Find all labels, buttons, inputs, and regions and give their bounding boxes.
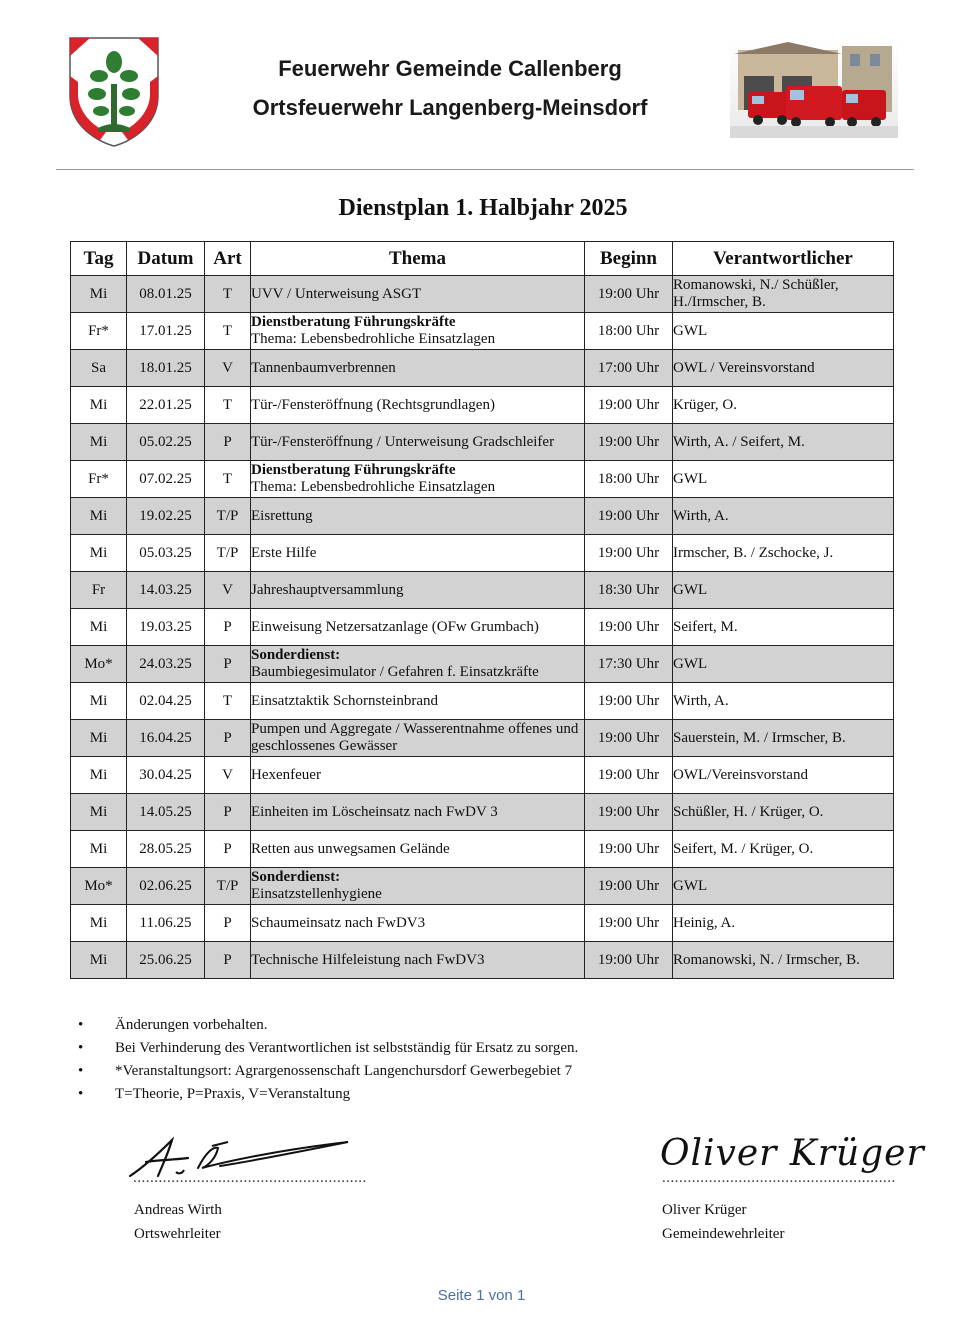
cell-thema: Einsatztaktik Schornsteinbrand [251, 683, 585, 720]
cell-verantwortlicher: Sauerstein, M. / Irmscher, B. [673, 720, 894, 757]
thema-text: Einsatzstellenhygiene [251, 886, 382, 902]
thema-text: Thema: Lebensbedrohliche Einsatzlagen [251, 479, 496, 495]
cell-thema: Erste Hilfe [251, 535, 585, 572]
cell-beginn: 19:00 Uhr [585, 535, 673, 572]
cell-thema [251, 313, 585, 350]
cell-art: P [205, 646, 251, 683]
cell-thema: Tür-/Fensteröffnung / Unterweisung Gradschleifer [251, 424, 585, 461]
signatory-left-role: Ortswehrleiter [134, 1226, 221, 1242]
table-row [71, 387, 894, 424]
signature-right-script: Oliver Krüger [660, 1133, 925, 1174]
municipal-crest-logo [68, 36, 160, 148]
cell-verantwortlicher: Irmscher, B. / Zschocke, J. [673, 535, 894, 572]
table-row [71, 350, 894, 387]
table-row [71, 831, 894, 868]
cell-tag: Mi [71, 757, 127, 794]
cell-beginn: 19:00 Uhr [585, 276, 673, 313]
note-item: • Änderungen vorbehalten. [78, 1014, 578, 1037]
cell-verantwortlicher: Romanowski, N./ Schüßler, H./Irmscher, B. [673, 276, 894, 313]
cell-art: V [205, 572, 251, 609]
table-row [71, 535, 894, 572]
cell-thema: Eisrettung [251, 498, 585, 535]
cell-datum: 24.03.25 [127, 646, 205, 683]
table-row [71, 609, 894, 646]
column-header-art: Art [205, 242, 251, 276]
cell-art: P [205, 609, 251, 646]
cell-tag: Fr [71, 572, 127, 609]
cell-tag: Mi [71, 905, 127, 942]
cell-thema: Retten aus unwegsamen Gelände [251, 831, 585, 868]
cell-beginn: 17:30 Uhr [585, 646, 673, 683]
cell-datum: 28.05.25 [127, 831, 205, 868]
cell-verantwortlicher: Wirth, A. [673, 498, 894, 535]
cell-verantwortlicher: OWL / Vereinsvorstand [673, 350, 894, 387]
table-row [71, 942, 894, 979]
cell-beginn: 19:00 Uhr [585, 905, 673, 942]
cell-verantwortlicher: Wirth, A. [673, 683, 894, 720]
cell-art: T/P [205, 498, 251, 535]
note-item: • *Veranstaltungsort: Agrargenossenschaft Langenchursdorf Gewerbegebiet 7 [78, 1060, 578, 1083]
cell-thema: Einweisung Netzersatzanlage (OFw Grumbach) [251, 609, 585, 646]
cell-art: P [205, 720, 251, 757]
cell-beginn: 19:00 Uhr [585, 942, 673, 979]
cell-thema: Einheiten im Löscheinsatz nach FwDV 3 [251, 794, 585, 831]
cell-beginn: 18:30 Uhr [585, 572, 673, 609]
table-header-row [71, 242, 894, 276]
cell-tag: Mi [71, 942, 127, 979]
thema-heading: Sonderdienst: [251, 647, 341, 663]
cell-art: T [205, 387, 251, 424]
cell-thema: UVV / Unterweisung ASGT [251, 276, 585, 313]
signature-line-right: ....................................................... [662, 1170, 896, 1186]
cell-art: T/P [205, 868, 251, 905]
cell-datum: 17.01.25 [127, 313, 205, 350]
signature-line-left: ....................................................... [133, 1170, 367, 1186]
cell-tag: Mi [71, 498, 127, 535]
cell-tag: Mi [71, 794, 127, 831]
cell-thema: Jahreshauptversammlung [251, 572, 585, 609]
cell-tag: Mi [71, 683, 127, 720]
cell-datum: 19.03.25 [127, 609, 205, 646]
table-row [71, 313, 894, 350]
cell-datum: 02.04.25 [127, 683, 205, 720]
header-divider [56, 169, 914, 170]
cell-datum: 05.02.25 [127, 424, 205, 461]
cell-beginn: 19:00 Uhr [585, 498, 673, 535]
cell-verantwortlicher: Romanowski, N. / Irmscher, B. [673, 942, 894, 979]
cell-tag: Mi [71, 276, 127, 313]
cell-verantwortlicher: Heinig, A. [673, 905, 894, 942]
cell-verantwortlicher: Schüßler, H. / Krüger, O. [673, 794, 894, 831]
table-row [71, 572, 894, 609]
cell-datum: 07.02.25 [127, 461, 205, 498]
cell-datum: 14.05.25 [127, 794, 205, 831]
column-header-thema: Thema [251, 242, 585, 276]
thema-text: Thema: Lebensbedrohliche Einsatzlagen [251, 331, 496, 347]
notes-list [78, 1014, 578, 1106]
cell-thema [251, 646, 585, 683]
cell-beginn: 18:00 Uhr [585, 313, 673, 350]
cell-beginn: 19:00 Uhr [585, 387, 673, 424]
cell-art: P [205, 424, 251, 461]
cell-art: P [205, 831, 251, 868]
thema-heading: Dienstberatung Führungskräfte [251, 314, 456, 330]
cell-tag: Mi [71, 535, 127, 572]
cell-beginn: 17:00 Uhr [585, 350, 673, 387]
cell-beginn: 19:00 Uhr [585, 831, 673, 868]
cell-datum: 14.03.25 [127, 572, 205, 609]
column-header-beginn: Beginn [585, 242, 673, 276]
thema-text: Baumbiegesimulator / Gefahren f. Einsatzkräfte [251, 664, 539, 680]
signatory-left [134, 1198, 222, 1246]
cell-art: V [205, 757, 251, 794]
cell-verantwortlicher: Wirth, A. / Seifert, M. [673, 424, 894, 461]
cell-thema: Tannenbaumverbrennen [251, 350, 585, 387]
cell-thema: Technische Hilfeleistung nach FwDV3 [251, 942, 585, 979]
cell-beginn: 19:00 Uhr [585, 868, 673, 905]
table-row [71, 868, 894, 905]
cell-beginn: 18:00 Uhr [585, 461, 673, 498]
table-row [71, 646, 894, 683]
cell-art: T [205, 313, 251, 350]
table-row [71, 683, 894, 720]
cell-beginn: 19:00 Uhr [585, 757, 673, 794]
cell-art: P [205, 794, 251, 831]
cell-beginn: 19:00 Uhr [585, 683, 673, 720]
cell-verantwortlicher: GWL [673, 461, 894, 498]
cell-tag: Mi [71, 387, 127, 424]
cell-beginn: 19:00 Uhr [585, 720, 673, 757]
cell-datum: 08.01.25 [127, 276, 205, 313]
cell-tag: Mi [71, 831, 127, 868]
cell-tag: Fr* [71, 461, 127, 498]
table-row [71, 720, 894, 757]
table-row [71, 276, 894, 313]
cell-datum: 16.04.25 [127, 720, 205, 757]
cell-datum: 11.06.25 [127, 905, 205, 942]
column-header-verantwortlicher: Verantwortlicher [673, 242, 894, 276]
cell-datum: 30.04.25 [127, 757, 205, 794]
cell-tag: Mi [71, 720, 127, 757]
cell-verantwortlicher: Krüger, O. [673, 387, 894, 424]
cell-art: T [205, 276, 251, 313]
org-name: Feuerwehr Gemeinde Callenberg [278, 56, 622, 81]
thema-heading: Sonderdienst: [251, 869, 341, 885]
cell-datum: 25.06.25 [127, 942, 205, 979]
cell-art: P [205, 942, 251, 979]
cell-thema [251, 461, 585, 498]
signatory-left-name: Andreas Wirth [134, 1202, 222, 1218]
cell-verantwortlicher: OWL/Vereinsvorstand [673, 757, 894, 794]
cell-verantwortlicher: Seifert, M. [673, 609, 894, 646]
cell-datum: 02.06.25 [127, 868, 205, 905]
cell-thema: Hexenfeuer [251, 757, 585, 794]
signatory-right-role: Gemeindewehrleiter [662, 1226, 785, 1242]
page-number-footer: Seite 1 von 1 [437, 1287, 526, 1304]
note-item: • T=Theorie, P=Praxis, V=Veranstaltung [78, 1083, 578, 1106]
cell-art: T/P [205, 535, 251, 572]
cell-thema [251, 868, 585, 905]
org-subname: Ortsfeuerwehr Langenberg-Meinsdorf [252, 95, 648, 120]
fire-station-photo [730, 40, 898, 138]
table-row [71, 424, 894, 461]
cell-datum: 18.01.25 [127, 350, 205, 387]
signatory-right [662, 1198, 784, 1246]
cell-datum: 05.03.25 [127, 535, 205, 572]
table-row [71, 794, 894, 831]
table-row [71, 757, 894, 794]
column-header-datum: Datum [127, 242, 205, 276]
column-header-tag: Tag [71, 242, 127, 276]
page-title: Dienstplan 1. Halbjahr 2025 [338, 195, 628, 221]
cell-verantwortlicher: GWL [673, 572, 894, 609]
thema-heading: Dienstberatung Führungskräfte [251, 462, 456, 478]
cell-tag: Mo* [71, 868, 127, 905]
table-row [71, 498, 894, 535]
cell-beginn: 19:00 Uhr [585, 424, 673, 461]
cell-art: T [205, 461, 251, 498]
cell-art: T [205, 683, 251, 720]
cell-verantwortlicher: GWL [673, 313, 894, 350]
signatory-right-name: Oliver Krüger [662, 1202, 747, 1218]
cell-tag: Mi [71, 424, 127, 461]
cell-beginn: 19:00 Uhr [585, 609, 673, 646]
cell-beginn: 19:00 Uhr [585, 794, 673, 831]
cell-art: V [205, 350, 251, 387]
cell-thema: Tür-/Fensteröffnung (Rechtsgrundlagen) [251, 387, 585, 424]
cell-tag: Mi [71, 609, 127, 646]
table-row [71, 905, 894, 942]
cell-verantwortlicher: Seifert, M. / Krüger, O. [673, 831, 894, 868]
cell-tag: Mo* [71, 646, 127, 683]
note-item: • Bei Verhinderung des Verantwortlichen ist selbstständig für Ersatz zu sorgen. [78, 1037, 578, 1060]
cell-art: P [205, 905, 251, 942]
cell-datum: 19.02.25 [127, 498, 205, 535]
cell-datum: 22.01.25 [127, 387, 205, 424]
cell-thema: Pumpen und Aggregate / Wasserentnahme offenes und geschlossenes Gewässer [251, 720, 585, 757]
cell-tag: Fr* [71, 313, 127, 350]
cell-tag: Sa [71, 350, 127, 387]
duty-schedule-table [70, 241, 894, 979]
cell-verantwortlicher: GWL [673, 646, 894, 683]
cell-thema: Schaumeinsatz nach FwDV3 [251, 905, 585, 942]
cell-verantwortlicher: GWL [673, 868, 894, 905]
table-row [71, 461, 894, 498]
